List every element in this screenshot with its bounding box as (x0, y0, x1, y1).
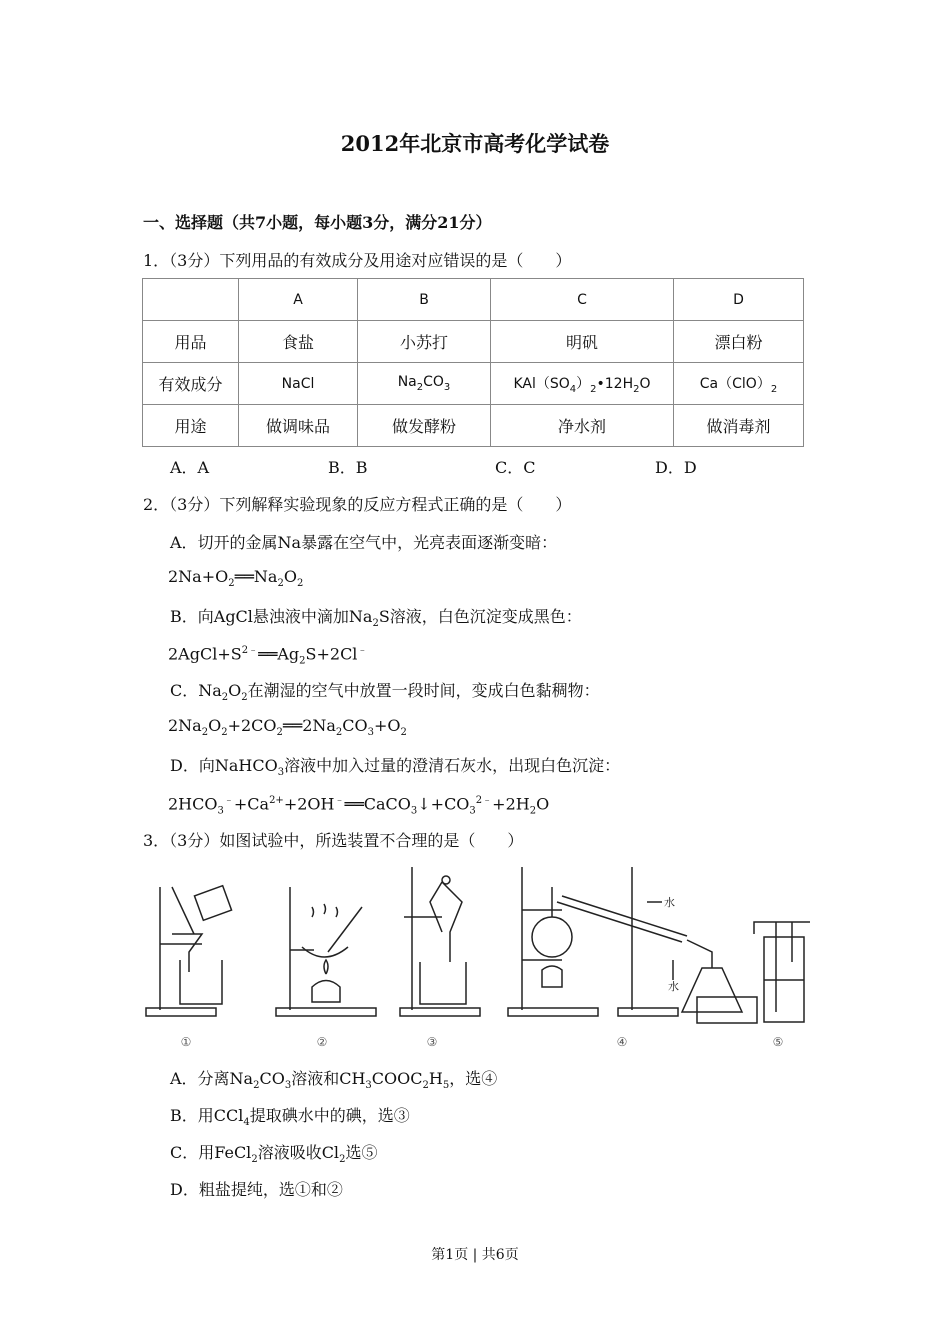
q2-option-c: C．$Na_2O_2$在潮湿的空气中放置一段时间，变成白色黏稠物： (170, 681, 600, 704)
table-cell: 漂白粉 (674, 321, 804, 363)
q1-table (142, 278, 804, 447)
q2-stem: 2．（3分）下列解释实验现象的反应方程式正确的是（ ） (143, 495, 572, 514)
apparatus-evaporation (276, 887, 376, 1016)
apparatus-separatory-funnel (400, 867, 480, 1016)
table-header-cell: B (358, 279, 491, 321)
apparatus-label: ② (316, 1035, 328, 1049)
q2-equation-b: $2AgCl+S^{2﹣}══Ag_2S+2Cl^﹣$ (168, 644, 368, 667)
table-row (143, 363, 804, 405)
q3-option-d: D．粗盐提纯，选①和② (170, 1180, 343, 1199)
table-header-cell: C (491, 279, 674, 321)
table-cell: 做发酵粉 (358, 405, 491, 447)
q1-choice-c: C．C (495, 458, 536, 477)
table-cell: 明矾 (491, 321, 674, 363)
table-cell: 小苏打 (358, 321, 491, 363)
row-label: 用途 (143, 405, 239, 447)
q2-equation-a: $2Na+O_2══Na_2O_2$ (168, 567, 304, 590)
table-cell: 净水剂 (491, 405, 674, 447)
apparatus-label: ① (180, 1035, 192, 1049)
q1-stem: 1．（3分）下列用品的有效成分及用途对应错误的是（ ） (143, 251, 572, 270)
table-header-cell (143, 279, 239, 321)
q3-option-c: C．用FeCl$_2$溶液吸收$Cl_2$选⑤ (170, 1143, 378, 1166)
q2-equation-d: $2HCO_3^﹣+Ca^{2+}+2OH^﹣══CaCO_3↓+CO_3^{2﹣}+2H_2O$ (168, 794, 550, 817)
row-label: 有效成分 (143, 363, 239, 405)
q2-equation-c: $2Na_2O_2+2CO_2══2Na_2CO_3+O_2$ (168, 716, 407, 739)
table-header-cell: A (239, 279, 358, 321)
apparatus-label: ⑤ (772, 1035, 784, 1049)
table-cell: NaCl (239, 363, 358, 405)
table-cell: 做消毒剂 (674, 405, 804, 447)
q1-choice-d: D．D (655, 458, 697, 477)
q3-option-b: B．用CCl$_4$提取碘水中的碘，选③ (170, 1106, 410, 1129)
water-label: 水 (668, 980, 679, 993)
table-header-cell: D (674, 279, 804, 321)
table-row (143, 279, 804, 321)
table-cell: $Ca(ClO)_2$ (674, 363, 804, 405)
q2-option-b: B．向AgCl悬浊液中滴加$Na_2S$溶液，白色沉淀变成黑色： (170, 607, 582, 630)
q3-stem: 3．（3分）如图试验中，所选装置不合理的是（ ） (143, 831, 524, 850)
page-title: 2012年北京市高考化学试卷 (340, 131, 610, 156)
table-cell: $KAl(SO_4)_2•12H_2O$ (491, 363, 674, 405)
section-heading: 一、选择题（共7小题，每小题3分，满分21分） (143, 213, 492, 232)
q1-choice-b: B．B (328, 458, 368, 477)
water-label: 水 (664, 896, 675, 909)
q2-option-a: A．切开的金属Na暴露在空气中，光亮表面逐渐变暗： (170, 533, 558, 552)
table-cell: 做调味品 (239, 405, 358, 447)
table-cell: 食盐 (239, 321, 358, 363)
apparatus-distillation (508, 867, 757, 1023)
table-row (143, 405, 804, 447)
lab-apparatus-figure (142, 862, 810, 1052)
apparatus-gas-washing-bottle (754, 922, 810, 1022)
page-footer: 第1页 | 共6页 (431, 1247, 519, 1263)
apparatus-label: ④ (616, 1035, 628, 1049)
table-cell: $Na_2CO_3$ (358, 363, 491, 405)
q3-option-a: A．分离$Na_2CO_3$溶液和$CH_3COOC_2H_5$，选④ (170, 1069, 498, 1092)
q1-choice-a: A．A (170, 458, 210, 477)
table-row (143, 321, 804, 363)
row-label: 用品 (143, 321, 239, 363)
apparatus-filtration (146, 886, 232, 1016)
q2-option-d: D．向NaHCO$_3$溶液中加入过量的澄清石灰水，出现白色沉淀： (170, 756, 621, 779)
apparatus-label: ③ (426, 1035, 438, 1049)
